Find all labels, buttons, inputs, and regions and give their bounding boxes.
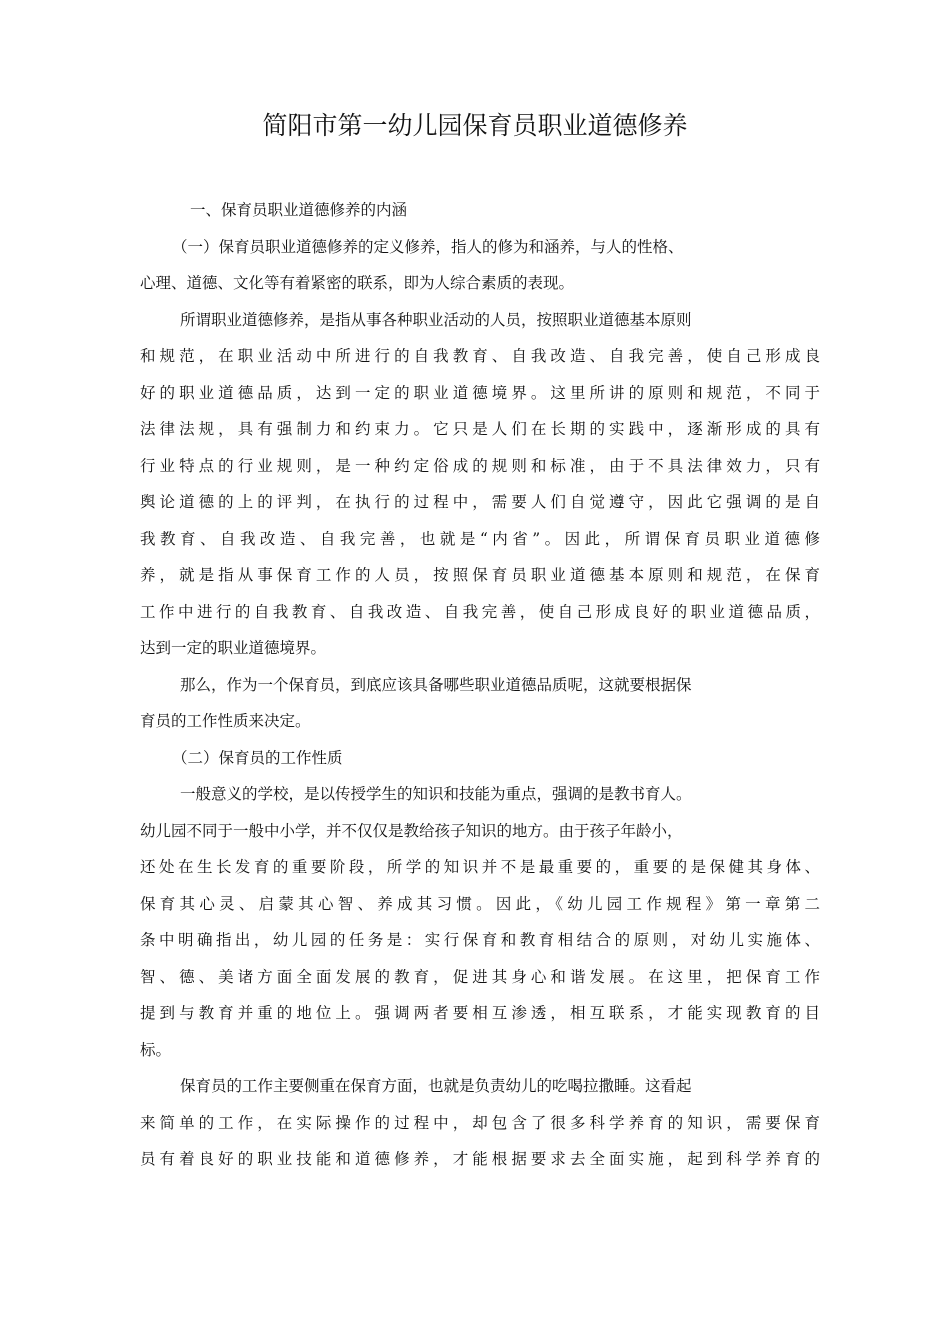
paragraph-4-line-3: 还处在生长发育的重要阶段，所学的知识并不是最重要的，重要的是保健其身体、 (140, 858, 820, 876)
paragraph-1-line-1: （一）保育员职业道德修养的定义修养，指人的修为和涵养，与人的性格、 (172, 237, 684, 256)
paragraph-4-line-5: 条中明确指出，幼儿园的任务是：实行保育和教育相结合的原则，对幼儿实施体、 (140, 931, 820, 949)
paragraph-5-line-2: 来简单的工作，在实际操作的过程中，却包含了很多科学养育的知识，需要保育 (140, 1113, 820, 1132)
paragraph-2-line-6: 舆论道德的上的评判，在执行的过程中，需要人们自觉遵守，因此它强调的是自 (140, 493, 820, 511)
paragraph-4-line-7: 提到与教育并重的地位上。强调两者要相互渗透，相互联系，才能实现教育的目 (140, 1004, 820, 1022)
paragraph-5-line-3: 员有着良好的职业技能和道德修养，才能根据要求去全面实施，起到科学养育的 (140, 1150, 820, 1168)
paragraph-2-line-3: 好的职业道德品质，达到一定的职业道德境界。这里所讲的原则和规范，不同于 (140, 383, 820, 402)
paragraph-2-line-10: 达到一定的职业道德境界。 (140, 639, 327, 657)
paragraph-4-line-4: 保育其心灵、启蒙其心智、养成其习惯。因此，《幼儿园工作规程》第一章第二 (140, 894, 820, 913)
paragraph-4-line-8: 标。 (140, 1040, 172, 1059)
paragraph-4-line-6: 智、德、美诸方面全面发展的教育，促进其身心和谐发展。在这里，把保育工作 (140, 967, 820, 986)
section-heading-2: （二）保育员的工作性质 (172, 748, 343, 767)
paragraph-4-line-2: 幼儿园不同于一般中小学，并不仅仅是教给孩子知识的地方。由于孩子年龄小， (140, 821, 683, 840)
paragraph-2-line-4: 法律法规，具有强制力和约束力。它只是人们在长期的实践中，逐渐形成的具有 (140, 420, 820, 438)
document-title: 简阳市第一幼儿园保育员职业道德修养 (262, 111, 688, 140)
paragraph-1-line-2: 心理、道德、文化等有着紧密的联系，即为人综合素质的表现。 (140, 274, 575, 292)
document-body (140, 192, 820, 1178)
paragraph-2-line-9: 工作中进行的自我教育、自我改造、自我完善，使自己形成良好的职业道德品质， (140, 602, 820, 621)
paragraph-2-line-1: 所谓职业道德修养，是指从事各种职业活动的人员，按照职业道德基本原则 (180, 310, 692, 329)
paragraph-3-line-1: 那么，作为一个保育员，到底应该具备哪些职业道德品质呢，这就要根据保 (180, 675, 692, 694)
section-heading-1: 一、保育员职业道德修养的内涵 (190, 201, 408, 219)
paragraph-5-line-1: 保育员的工作主要侧重在保育方面，也就是负责幼儿的吃喝拉撒睡。这看起 (180, 1077, 692, 1095)
paragraph-2-line-5: 行业特点的行业规则，是一种约定俗成的规则和标准，由于不具法律效力，只有 (140, 456, 820, 475)
paragraph-4-line-1: 一般意义的学校，是以传授学生的知识和技能为重点，强调的是教书育人。 (180, 785, 692, 803)
paragraph-2-line-2: 和规范，在职业活动中所进行的自我教育、自我改造、自我完善，使自己形成良 (140, 347, 820, 365)
paragraph-2-line-7: 我教育、自我改造、自我完善，也就是“内省”。因此，所谓保育员职业道德修 (140, 529, 820, 548)
paragraph-2-line-8: 养，就是指从事保育工作的人员，按照保育员职业道德基本原则和规范，在保育 (140, 566, 820, 584)
paragraph-3-line-2: 育员的工作性质来决定。 (140, 712, 311, 730)
